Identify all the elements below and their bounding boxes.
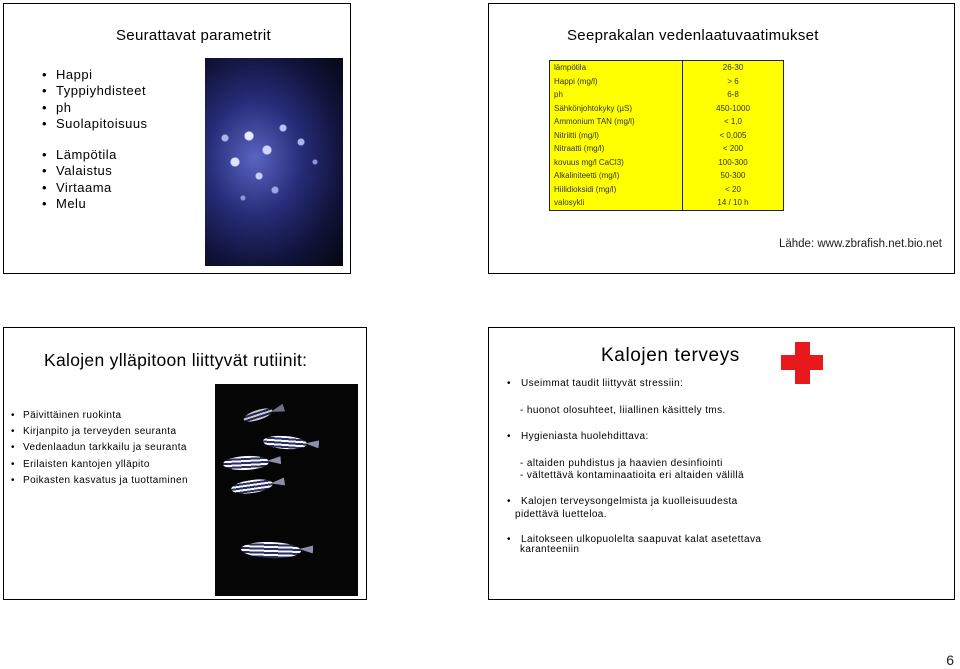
fish-shape — [223, 455, 270, 471]
list-item: • Virtaama — [42, 180, 117, 196]
aquarium-lights-photo — [205, 58, 343, 266]
table-cell-value: > 6 — [683, 75, 784, 89]
zebrafish-photo — [215, 384, 358, 596]
list-item: • Melu — [42, 196, 117, 212]
table-cell-value: 6-8 — [683, 88, 784, 102]
table-row — [550, 102, 784, 116]
fish-shape — [263, 434, 308, 450]
bullet-stress: • Useimmat taudit liittyvät stressiin: — [507, 378, 683, 390]
bullet-records-cont: pidettävä luetteloa. — [515, 509, 607, 520]
slide-title: Kalojen terveys — [601, 345, 740, 366]
table-row — [550, 129, 784, 143]
list-item: • Poikasten kasvatus ja tuottaminen — [11, 473, 188, 489]
table-cell-parameter: Hiilidioksidi (mg/l) — [550, 183, 683, 197]
bullet-hygiene: • Hygieniasta huolehdittava: — [507, 431, 649, 443]
table-row — [550, 169, 784, 183]
list-item: • Suolapitoisuus — [42, 116, 148, 132]
parameter-list-1 — [42, 67, 148, 133]
table-row — [550, 88, 784, 102]
table-cell-parameter: kovuus mg/l CaCl3) — [550, 156, 683, 170]
sub-item: - huonot olosuhteet, liiallinen käsittely tms. — [520, 405, 726, 416]
red-cross-icon — [781, 342, 823, 384]
table-row — [550, 115, 784, 129]
table-cell-parameter: Sähkönjohtokyky (µS) — [550, 102, 683, 116]
slide-title: Seeprakalan vedenlaatuvaatimukset — [567, 27, 819, 44]
list-item: • Valaistus — [42, 163, 117, 179]
table-cell-value: 100-300 — [683, 156, 784, 170]
slide-title: Seurattavat parametrit — [116, 27, 272, 44]
table-cell-parameter: Nitraatti (mg/l) — [550, 142, 683, 156]
fish-shape — [241, 541, 302, 559]
table-cell-value: < 1,0 — [683, 115, 784, 129]
table-row — [550, 75, 784, 89]
bullet-quarantine: • Laitokseen ulkopuolelta saapuvat kalat asetettava — [507, 534, 761, 546]
table-cell-parameter: Ammonium TAN (mg/l) — [550, 115, 683, 129]
sub-item: - altaiden puhdistus ja haavien desinfiointi — [520, 458, 723, 469]
water-quality-table — [549, 60, 784, 211]
list-item: • Erilaisten kantojen ylläpito — [11, 457, 188, 473]
table-cell-value: 26-30 — [683, 61, 784, 75]
list-item: • ph — [42, 100, 148, 116]
table-cell-value: 14 / 10 h — [683, 196, 784, 210]
bullet-records: • Kalojen terveysongelmista ja kuolleisuudesta — [507, 496, 738, 508]
slide-vedenlaatuvaatimukset — [488, 3, 955, 274]
page-number: 6 — [946, 652, 954, 668]
fish-shape — [230, 477, 273, 496]
bullet-quarantine-cont: karanteeniin — [520, 544, 580, 555]
table-cell-parameter: Alkaliniteetti (mg/l) — [550, 169, 683, 183]
slide-seurattavat-parametrit — [3, 3, 351, 274]
sub-item: - vältettävä kontaminaatioita eri altaiden välillä — [520, 470, 744, 481]
table-cell-parameter: ph — [550, 88, 683, 102]
table-row — [550, 156, 784, 170]
list-item: • Päivittäinen ruokinta — [11, 408, 188, 424]
table-row — [550, 196, 784, 210]
slide-kalojen-terveys — [488, 327, 955, 600]
list-item: • Happi — [42, 67, 148, 83]
list-item: • Lämpötila — [42, 147, 117, 163]
source-note: Lähde: www.zbrafish.net.bio.net — [778, 238, 942, 250]
table-row — [550, 142, 784, 156]
table-cell-parameter: Happi (mg/l) — [550, 75, 683, 89]
routine-list — [11, 408, 188, 489]
list-item: • Kirjanpito ja terveyden seuranta — [11, 424, 188, 440]
table-cell-value: 50-300 — [683, 169, 784, 183]
table-row — [550, 183, 784, 197]
table-cell-parameter: valosykli — [550, 196, 683, 210]
table-cell-value: < 20 — [683, 183, 784, 197]
table-row — [550, 61, 784, 75]
table-cell-value: < 0,005 — [683, 129, 784, 143]
table-cell-value: < 200 — [683, 142, 784, 156]
table-cell-parameter: Nitriitti (mg/l) — [550, 129, 683, 143]
table-cell-parameter: lämpötila — [550, 61, 683, 75]
slide-yllapito-rutiinit — [3, 327, 367, 600]
parameter-list-2 — [42, 147, 117, 213]
slide-title: Kalojen ylläpitoon liittyvät rutiinit: — [44, 350, 308, 370]
table-cell-value: 450-1000 — [683, 102, 784, 116]
fish-shape — [242, 406, 274, 425]
list-item: • Typpiyhdisteet — [42, 83, 148, 99]
list-item: • Vedenlaadun tarkkailu ja seuranta — [11, 440, 188, 456]
